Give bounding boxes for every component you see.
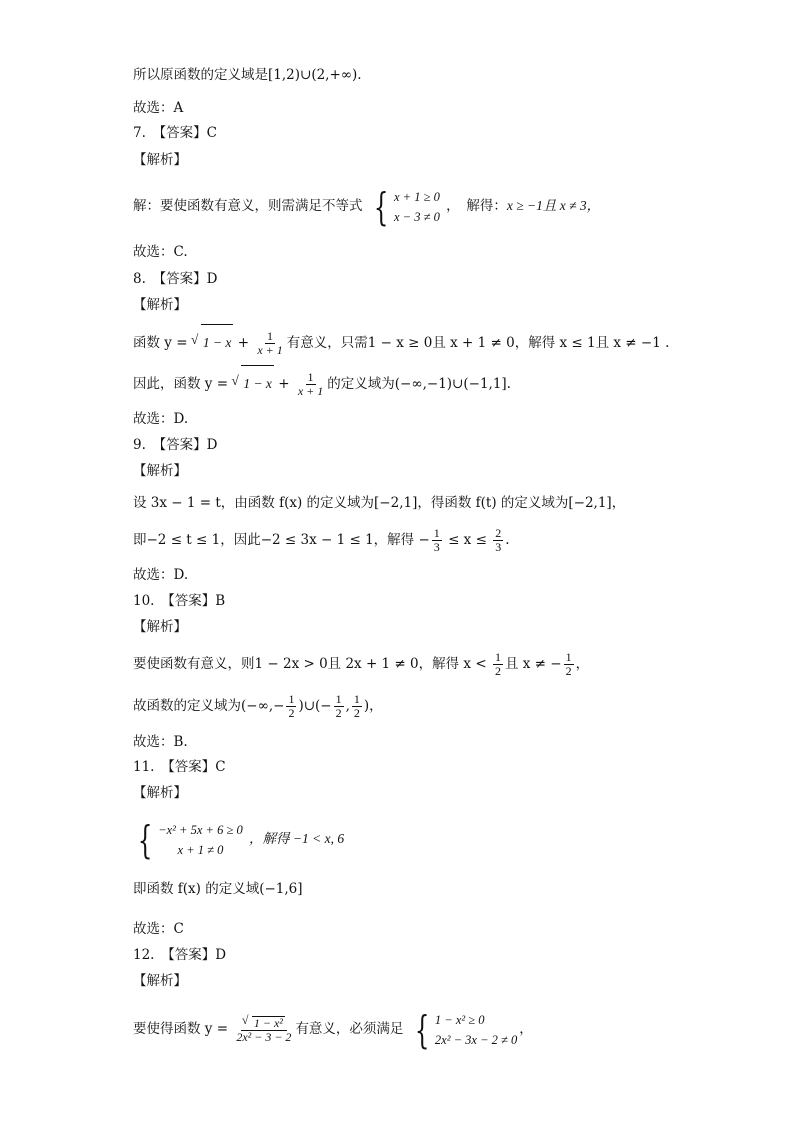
text-line: 即函数 f(x) 的定义域(−1,6]	[133, 881, 303, 897]
analysis-label: 【解析】	[133, 973, 187, 989]
text-line: { −x² + 5x + 6 ≥ 0 x + 1 ≠ 0 ，解得 −1 < x, 6	[133, 816, 344, 862]
answer-heading-7: 7. 【答案】C	[133, 125, 217, 141]
text-line: 要使得函数 y = √ $\frac{\text{1 − x²}}{\text{2x² − 3 − 2}}$ 有意义，必须满足 { 1 − x² ≥ 0 2x² − 3x − 2 ≠ 0 ，	[133, 1006, 533, 1052]
text-line: 故选：D.	[133, 567, 189, 583]
answer-heading-9: 9. 【答案】D	[133, 437, 218, 453]
text-line: 故选：D.	[133, 411, 189, 427]
inequality-system: { x + 1 ≥ 0 x − 3 ≠ 0	[373, 184, 440, 229]
text-line: 所以原函数的定义域是[1,2)∪(2,+∞).	[133, 67, 362, 83]
inequality-system: { 1 − x² ≥ 0 2x² − 3x − 2 ≠ 0	[414, 1007, 518, 1052]
analysis-label: 【解析】	[133, 785, 187, 801]
text-line: 故函数的定义域为(−∞,− $\frac{1}{2}$ )∪(− $\frac{1}{2}$ , $\frac{1}{2}$ )，	[133, 692, 383, 720]
text-line: 因此，函数 y = √ 1 − x + $\frac{1}{x + 1}$ 的定义域为(−∞,−1)∪(−1,1].	[133, 365, 511, 402]
text-line: 解：要使函数有意义，则需满足不等式 { x + 1 ≥ 0 x − 3 ≠ 0 ， 解得：x ≥ −1且 x ≠ 3，	[133, 184, 601, 229]
text-line: 函数 y = √ 1 − x + $\frac{1}{x + 1}$ 有意义，只需1 − x ≥ 0且 x + 1 ≠ 0，解得 x ≤ 1且 x ≠ −1 .	[133, 324, 669, 361]
text-line: 故选：B.	[133, 734, 188, 750]
text-line: 故选：C.	[133, 244, 188, 260]
analysis-label: 【解析】	[133, 463, 187, 479]
answer-heading-10: 10. 【答案】B	[133, 593, 226, 609]
text-line: 即−2 ≤ t ≤ 1，因此−2 ≤ 3x − 1 ≤ 1，解得 − $\frac{1}{3}$ ≤ x ≤ $\frac{2}{3}$ .	[133, 526, 510, 554]
analysis-label: 【解析】	[133, 297, 187, 313]
answer-heading-12: 12. 【答案】D	[133, 947, 227, 963]
text-line: 故选：A	[133, 100, 184, 116]
inequality-system: { −x² + 5x + 6 ≥ 0 x + 1 ≠ 0	[137, 817, 243, 862]
text-line: 故选：C	[133, 921, 184, 937]
analysis-label: 【解析】	[133, 152, 187, 168]
answer-heading-8: 8. 【答案】D	[133, 271, 218, 287]
analysis-label: 【解析】	[133, 619, 187, 635]
text-line: 要使函数有意义，则1 − 2x > 0且 2x + 1 ≠ 0，解得 x < $\frac{1}{2}$ 且 x ≠ − $\frac{1}{2}$ ，	[133, 650, 590, 678]
text-line: 设 3x − 1 = t，由函数 f(x) 的定义域为[−2,1]，得函数 f(t) 的定义域为[−2,1]，	[133, 495, 626, 511]
answer-heading-11: 11. 【答案】C	[133, 759, 226, 775]
